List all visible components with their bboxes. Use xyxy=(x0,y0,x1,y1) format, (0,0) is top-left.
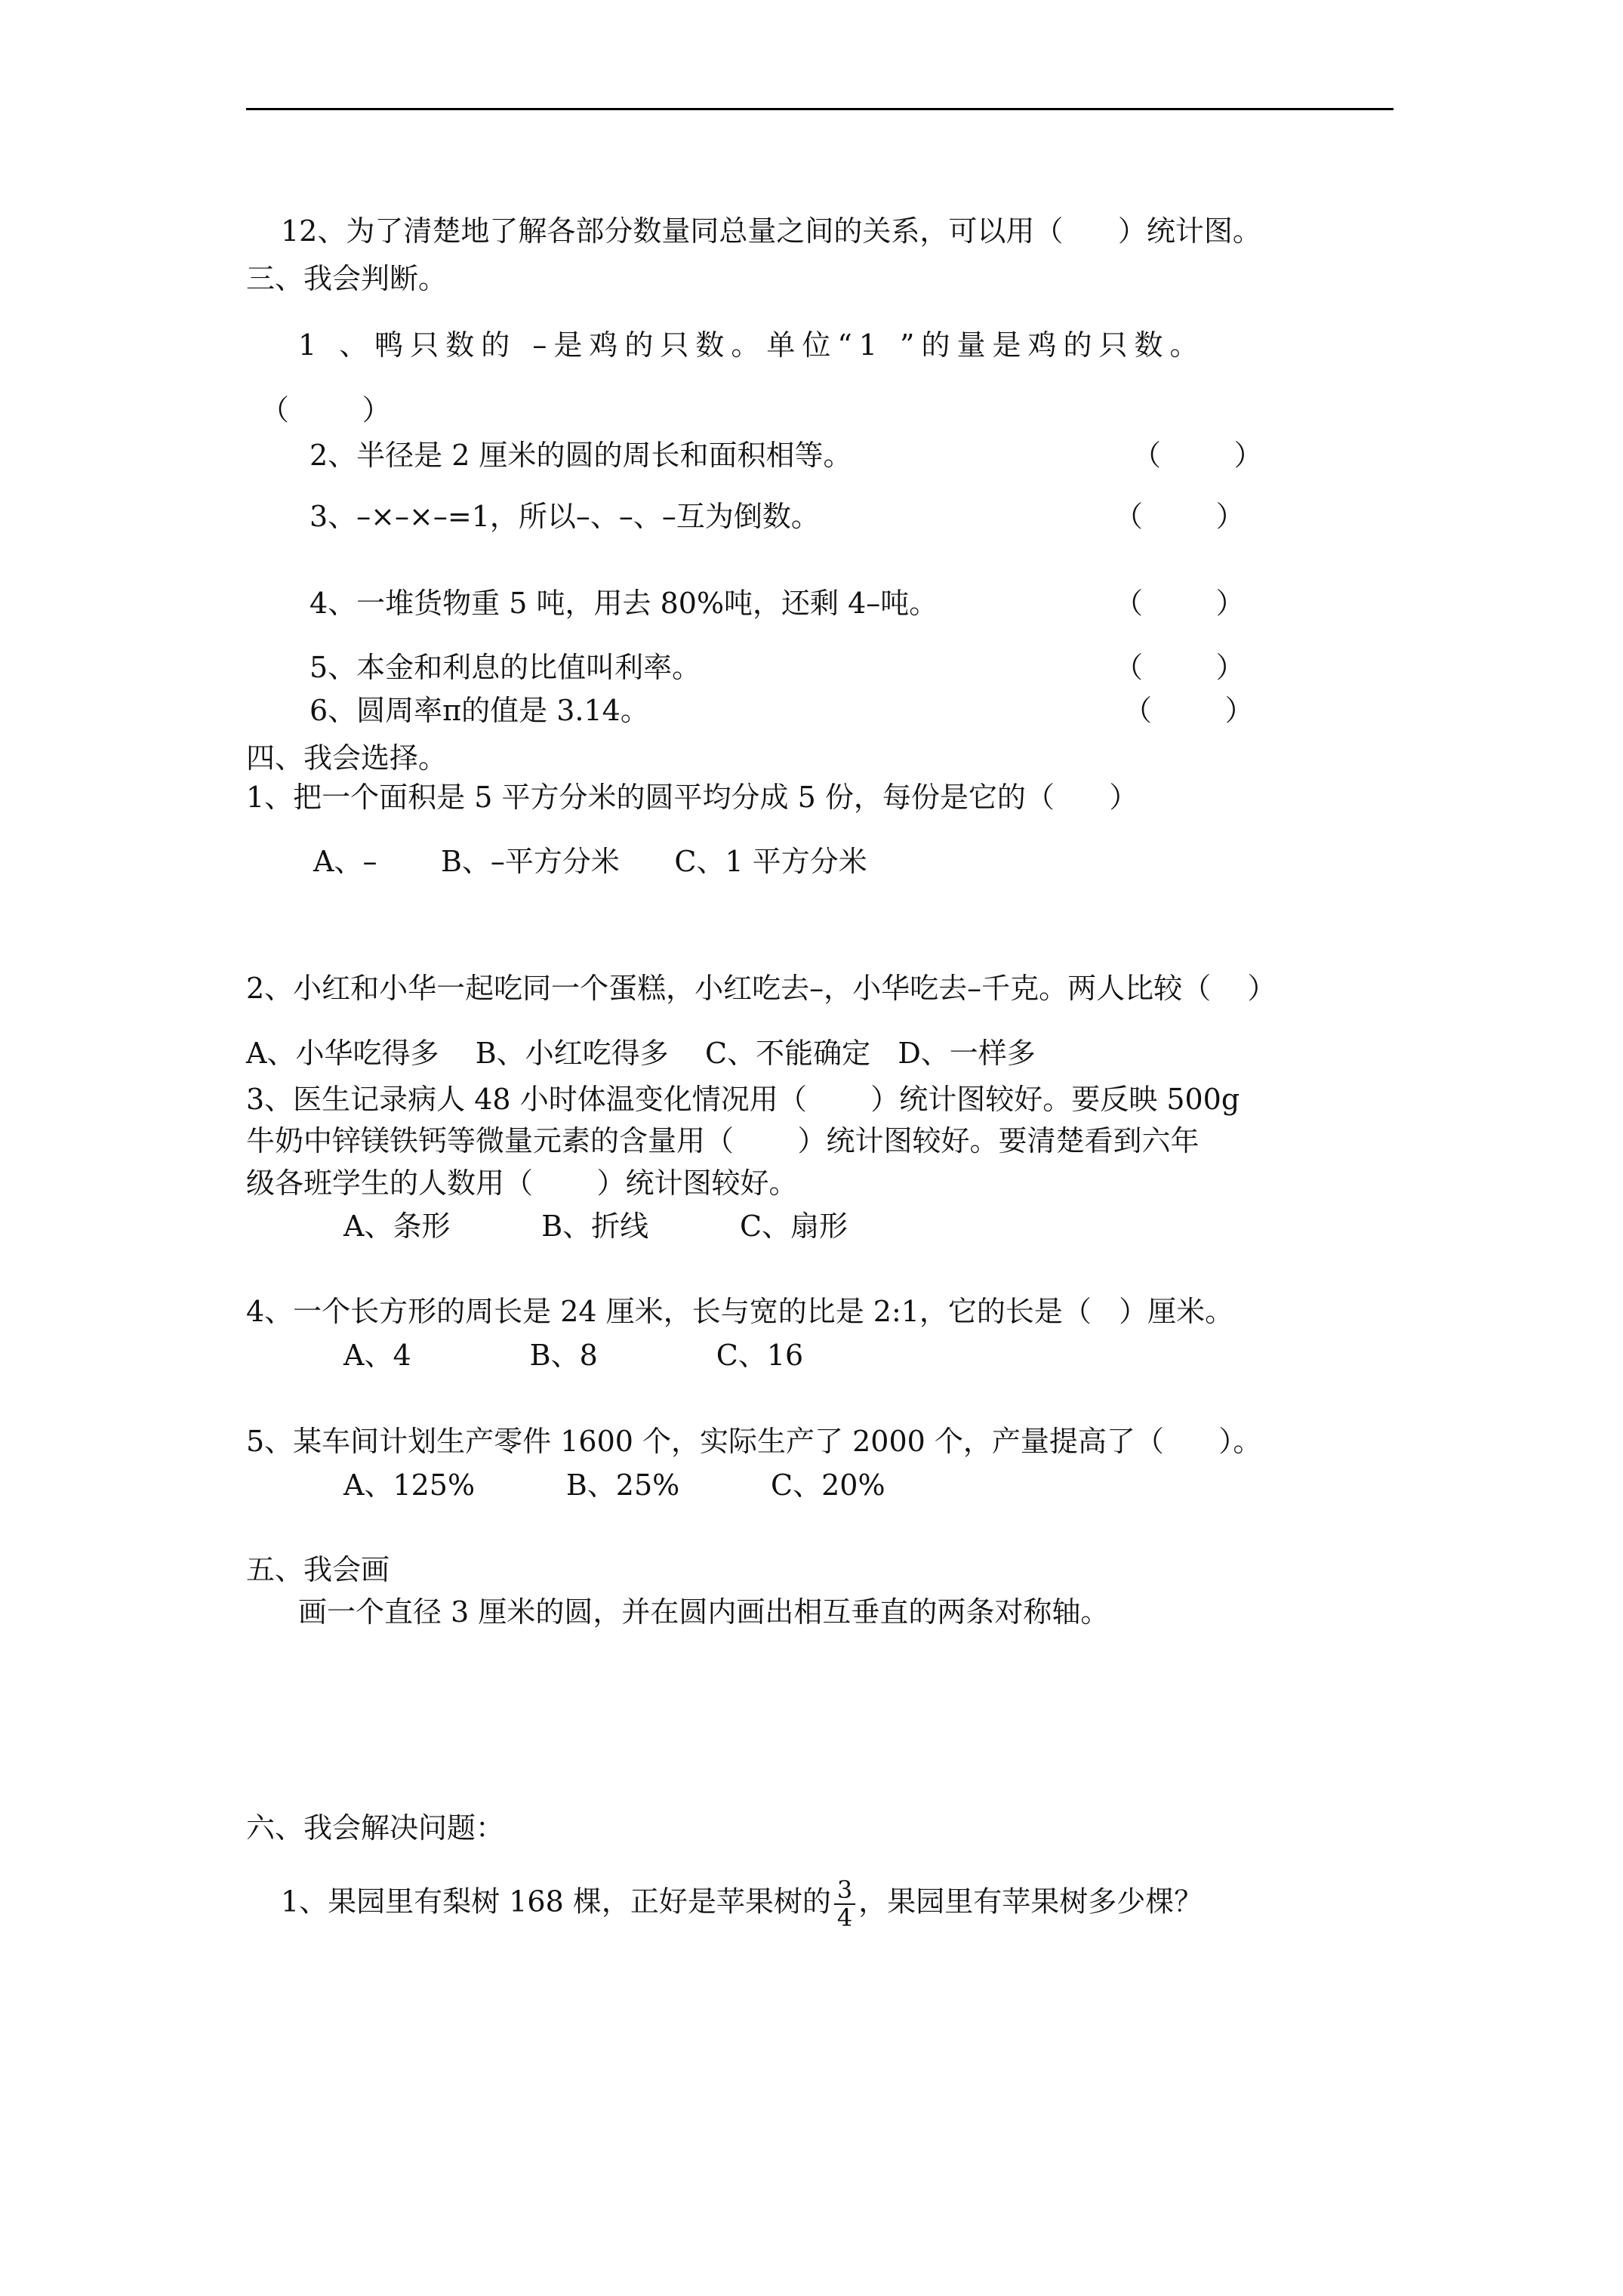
choice-q1-options: A、– B、–平方分米 C、1 平方分米 xyxy=(313,845,867,878)
section-4-title: 四、我会选择。 xyxy=(246,741,448,775)
fraction-three-quarters xyxy=(834,1877,855,1931)
choice-q3-options: A、条形 B、折线 C、扇形 xyxy=(343,1210,848,1243)
fraction-denominator: 4 xyxy=(836,1903,853,1933)
fraction-numerator: 3 xyxy=(836,1875,853,1904)
problem-q1-text: 1、果园里有梨树 168 棵，正好是苹果树的 xyxy=(281,1885,831,1918)
problem-q1-tail: ，果园里有苹果树多少棵？ xyxy=(858,1885,1203,1918)
choice-q5-options: A、125% B、25% C、20% xyxy=(343,1469,885,1502)
judge-q1-paren: （ ） xyxy=(260,393,391,427)
judge-q2: 2、半径是 2 厘米的圆的周长和面积相等。 xyxy=(310,439,852,472)
judge-q2-paren: （ ） xyxy=(1132,439,1263,472)
judge-q4-paren: （ ） xyxy=(1114,587,1245,620)
choice-q3-line1: 3、医生记录病人 48 小时体温变化情况用（ ）统计图较好。要反映 500g xyxy=(246,1083,1240,1116)
section-3-title: 三、我会判断。 xyxy=(246,262,448,295)
header-rule xyxy=(246,108,1394,110)
judge-q6-paren: （ ） xyxy=(1123,694,1254,727)
choice-q1: 1、把一个面积是 5 平方分米的圆平均分成 5 份，每份是它的（ ） xyxy=(246,781,1138,814)
choice-q5: 5、某车间计划生产零件 1600 个，实际生产了 2000 个，产量提高了（ ）。 xyxy=(246,1425,1262,1458)
choice-q3-line2: 牛奶中锌镁铁钙等微量元素的含量用（ ）统计图较好。要清楚看到六年 xyxy=(246,1124,1200,1157)
section-5-title: 五、我会画 xyxy=(246,1553,390,1586)
choice-q4: 4、一个长方形的周长是 24 厘米，长与宽的比是 2:1，它的长是（ ）厘米。 xyxy=(246,1295,1234,1328)
choice-q2: 2、小红和小华一起吃同一个蛋糕，小红吃去–，小华吃去–千克。两人比较（ ） xyxy=(246,972,1277,1005)
question-12: 12、为了清楚地了解各部分数量同总量之间的关系，可以用（ ）统计图。 xyxy=(281,214,1261,248)
judge-q5-paren: （ ） xyxy=(1114,651,1245,684)
judge-q3: 3、–×–×–=1，所以–、–、–互为倒数。 xyxy=(310,500,820,533)
problem-q1 xyxy=(281,1877,1203,1931)
choice-q4-options: A、4 B、8 C、16 xyxy=(343,1339,804,1372)
section-6-title: 六、我会解决问题： xyxy=(246,1811,505,1845)
judge-q6: 6、圆周率π的值是 3.14。 xyxy=(310,694,649,727)
choice-q3-line3: 级各班学生的人数用（ ）统计图较好。 xyxy=(246,1166,798,1200)
judge-q4: 4、一堆货物重 5 吨，用去 80%吨，还剩 4–吨。 xyxy=(310,587,938,620)
choice-q2-options: A、小华吃得多 B、小红吃得多 C、不能确定 D、一样多 xyxy=(246,1037,1036,1070)
judge-q1: 1 、鸭只数的 –是鸡的只数。单位“1 ”的量是鸡的只数。 xyxy=(298,328,1206,362)
judge-q3-paren: （ ） xyxy=(1114,500,1245,533)
draw-task: 画一个直径 3 厘米的圆，并在圆内画出相互垂直的两条对称轴。 xyxy=(298,1595,1110,1629)
judge-q5: 5、本金和利息的比值叫利率。 xyxy=(310,651,701,684)
